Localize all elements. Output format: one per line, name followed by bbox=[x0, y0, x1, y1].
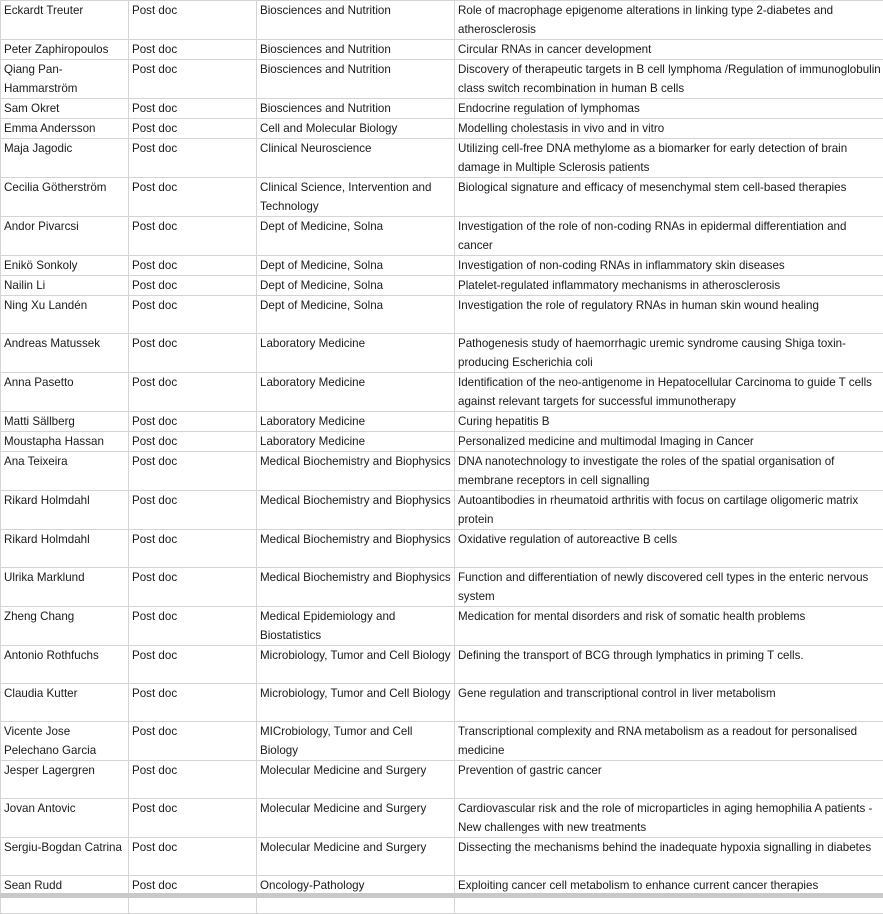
name-cell[interactable]: Enikö Sonkoly bbox=[1, 256, 129, 276]
table-row bbox=[1, 296, 883, 334]
department-cell[interactable]: Oncology-Pathology bbox=[257, 876, 455, 914]
project-cell[interactable]: Role of macrophage epigenome alterations in linking type 2-diabetes and atherosclerosis bbox=[455, 1, 883, 40]
project-cell[interactable]: Identification of the neo-antigenome in Hepatocellular Carcinoma to guide T cells against relevant targets for successful immunotherapy bbox=[455, 373, 883, 412]
department-cell[interactable]: Molecular Medicine and Surgery bbox=[257, 838, 455, 876]
name-cell[interactable]: Moustapha Hassan bbox=[1, 432, 129, 452]
table-row bbox=[1, 838, 883, 876]
department-cell[interactable]: Biosciences and Nutrition bbox=[257, 40, 455, 60]
name-cell[interactable]: Rikard Holmdahl bbox=[1, 491, 129, 530]
table-row bbox=[1, 334, 883, 373]
name-cell[interactable]: Andor Pivarcsi bbox=[1, 217, 129, 256]
name-cell[interactable]: Maja Jagodic bbox=[1, 139, 129, 178]
department-cell[interactable]: Dept of Medicine, Solna bbox=[257, 276, 455, 296]
table-row bbox=[1, 491, 883, 530]
position-cell[interactable]: Post doc bbox=[129, 646, 257, 684]
name-cell[interactable]: Jesper Lagergren bbox=[1, 761, 129, 799]
position-cell[interactable]: Post doc bbox=[129, 60, 257, 99]
position-cell[interactable]: Post doc bbox=[129, 276, 257, 296]
project-cell[interactable]: Investigation the role of regulatory RNAs in human skin wound healing bbox=[455, 296, 883, 334]
position-cell[interactable]: Post doc bbox=[129, 452, 257, 491]
department-cell[interactable]: Dept of Medicine, Solna bbox=[257, 217, 455, 256]
department-cell[interactable]: Dept of Medicine, Solna bbox=[257, 256, 455, 276]
name-cell[interactable]: Sergiu-Bogdan Catrina bbox=[1, 838, 129, 876]
position-cell[interactable]: Post doc bbox=[129, 217, 257, 256]
table-row bbox=[1, 452, 883, 491]
name-cell[interactable]: Zheng Chang bbox=[1, 607, 129, 646]
name-cell[interactable]: Jovan Antovic bbox=[1, 799, 129, 838]
position-cell[interactable]: Post doc bbox=[129, 432, 257, 452]
name-cell[interactable]: Antonio Rothfuchs bbox=[1, 646, 129, 684]
table-row bbox=[1, 40, 883, 60]
table-row bbox=[1, 60, 883, 99]
table-row bbox=[1, 256, 883, 276]
position-cell[interactable]: Post doc bbox=[129, 838, 257, 876]
table-row bbox=[1, 722, 883, 761]
table-row bbox=[1, 1, 883, 40]
name-cell[interactable]: Ana Teixeira bbox=[1, 452, 129, 491]
project-cell[interactable]: Medication for mental disorders and risk of somatic health problems bbox=[455, 607, 883, 646]
project-cell[interactable]: Cardiovascular risk and the role of microparticles in aging hemophilia A patients - New challenges with new treatments bbox=[455, 799, 883, 838]
department-cell[interactable]: Microbiology, Tumor and Cell Biology bbox=[257, 646, 455, 684]
project-cell[interactable]: Function and differentiation of newly discovered cell types in the enteric nervous system bbox=[455, 568, 883, 607]
position-cell[interactable]: Post doc bbox=[129, 119, 257, 139]
department-cell[interactable]: Clinical Neuroscience bbox=[257, 139, 455, 178]
project-cell[interactable]: Investigation of non-coding RNAs in inflammatory skin diseases bbox=[455, 256, 883, 276]
table-row bbox=[1, 799, 883, 838]
table-row bbox=[1, 276, 883, 296]
department-cell[interactable]: Microbiology, Tumor and Cell Biology bbox=[257, 684, 455, 722]
project-cell[interactable]: Defining the transport of BCG through lymphatics in priming T cells. bbox=[455, 646, 883, 684]
name-cell[interactable]: Sean Rudd bbox=[1, 876, 129, 914]
table-row bbox=[1, 412, 883, 432]
position-cell[interactable]: Post doc bbox=[129, 568, 257, 607]
name-cell[interactable]: Ning Xu Landén bbox=[1, 296, 129, 334]
position-cell[interactable]: Post doc bbox=[129, 761, 257, 799]
department-cell[interactable]: Medical Biochemistry and Biophysics bbox=[257, 568, 455, 607]
project-cell[interactable]: Circular RNAs in cancer development bbox=[455, 40, 883, 60]
project-cell[interactable]: Utilizing cell-free DNA methylome as a biomarker for early detection of brain damage in Multiple Sclerosis patients bbox=[455, 139, 883, 178]
department-cell[interactable]: MICrobiology, Tumor and Cell Biology bbox=[257, 722, 455, 761]
department-cell[interactable]: Molecular Medicine and Surgery bbox=[257, 799, 455, 838]
department-cell[interactable]: Medical Epidemiology and Biostatistics bbox=[257, 607, 455, 646]
department-cell[interactable]: Medical Biochemistry and Biophysics bbox=[257, 452, 455, 491]
position-cell[interactable]: Post doc bbox=[129, 876, 257, 914]
name-cell[interactable]: Eckardt Treuter bbox=[1, 1, 129, 40]
table-row bbox=[1, 646, 883, 684]
position-cell[interactable]: Post doc bbox=[129, 799, 257, 838]
position-cell[interactable]: Post doc bbox=[129, 256, 257, 276]
department-cell[interactable]: Medical Biochemistry and Biophysics bbox=[257, 491, 455, 530]
department-cell[interactable]: Biosciences and Nutrition bbox=[257, 60, 455, 99]
project-cell[interactable]: Gene regulation and transcriptional control in liver metabolism bbox=[455, 684, 883, 722]
project-cell[interactable]: Curing hepatitis B bbox=[455, 412, 883, 432]
position-cell[interactable]: Post doc bbox=[129, 530, 257, 568]
name-cell[interactable]: Emma Andersson bbox=[1, 119, 129, 139]
table-row bbox=[1, 761, 883, 799]
project-cell[interactable]: Modelling cholestasis in vivo and in vitro bbox=[455, 119, 883, 139]
project-cell[interactable]: Exploiting cancer cell metabolism to enhance current cancer therapies bbox=[455, 876, 883, 914]
table-row bbox=[1, 178, 883, 217]
name-cell[interactable]: Sam Okret bbox=[1, 99, 129, 119]
project-cell[interactable]: Transcriptional complexity and RNA metabolism as a readout for personalised medicine bbox=[455, 722, 883, 761]
department-cell[interactable]: Medical Biochemistry and Biophysics bbox=[257, 530, 455, 568]
table-row bbox=[1, 432, 883, 452]
name-cell[interactable]: Vicente Jose Pelechano Garcia bbox=[1, 722, 129, 761]
table-row bbox=[1, 530, 883, 568]
department-cell[interactable]: Biosciences and Nutrition bbox=[257, 1, 455, 40]
position-cell[interactable]: Post doc bbox=[129, 373, 257, 412]
name-cell[interactable]: Qiang Pan-Hammarström bbox=[1, 60, 129, 99]
table-row bbox=[1, 373, 883, 412]
name-cell[interactable]: Andreas Matussek bbox=[1, 334, 129, 373]
position-cell[interactable]: Post doc bbox=[129, 607, 257, 646]
project-cell[interactable]: Dissecting the mechanisms behind the inadequate hypoxia signalling in diabetes bbox=[455, 838, 883, 876]
project-cell[interactable]: DNA nanotechnology to investigate the roles of the spatial organisation of membrane receptors in cell signalling bbox=[455, 452, 883, 491]
name-cell[interactable]: Matti Sällberg bbox=[1, 412, 129, 432]
position-cell[interactable]: Post doc bbox=[129, 296, 257, 334]
position-cell[interactable]: Post doc bbox=[129, 178, 257, 217]
name-cell[interactable]: Rikard Holmdahl bbox=[1, 530, 129, 568]
project-cell[interactable]: Endocrine regulation of lymphomas bbox=[455, 99, 883, 119]
position-cell[interactable]: Post doc bbox=[129, 684, 257, 722]
horizontal-scrollbar[interactable] bbox=[0, 893, 883, 898]
project-cell[interactable]: Pathogenesis study of haemorrhagic uremic syndrome causing Shiga toxin-producing Escherichia coli bbox=[455, 334, 883, 373]
table-row bbox=[1, 139, 883, 178]
name-cell[interactable]: Peter Zaphiropoulos bbox=[1, 40, 129, 60]
project-cell[interactable]: Platelet-regulated inflammatory mechanisms in atherosclerosis bbox=[455, 276, 883, 296]
position-cell[interactable]: Post doc bbox=[129, 1, 257, 40]
project-cell[interactable]: Oxidative regulation of autoreactive B cells bbox=[455, 530, 883, 568]
name-cell[interactable]: Ulrika Marklund bbox=[1, 568, 129, 607]
project-cell[interactable]: Prevention of gastric cancer bbox=[455, 761, 883, 799]
department-cell[interactable]: Clinical Science, Intervention and Technology bbox=[257, 178, 455, 217]
table-row bbox=[1, 99, 883, 119]
project-cell[interactable]: Personalized medicine and multimodal Imaging in Cancer bbox=[455, 432, 883, 452]
table-row bbox=[1, 607, 883, 646]
position-cell[interactable]: Post doc bbox=[129, 722, 257, 761]
department-cell[interactable]: Laboratory Medicine bbox=[257, 412, 455, 432]
position-cell[interactable]: Post doc bbox=[129, 99, 257, 119]
table-row bbox=[1, 684, 883, 722]
spreadsheet-body bbox=[1, 1, 883, 914]
project-cell[interactable]: Biological signature and efficacy of mesenchymal stem cell-based therapies bbox=[455, 178, 883, 217]
table-row bbox=[1, 568, 883, 607]
position-cell[interactable]: Post doc bbox=[129, 412, 257, 432]
department-cell[interactable]: Laboratory Medicine bbox=[257, 334, 455, 373]
project-cell[interactable]: Autoantibodies in rheumatoid arthritis with focus on cartilage oligomeric matrix protein bbox=[455, 491, 883, 530]
position-cell[interactable]: Post doc bbox=[129, 334, 257, 373]
name-cell[interactable]: Claudia Kutter bbox=[1, 684, 129, 722]
table-row bbox=[1, 119, 883, 139]
position-cell[interactable]: Post doc bbox=[129, 40, 257, 60]
name-cell[interactable]: Anna Pasetto bbox=[1, 373, 129, 412]
department-cell[interactable]: Cell and Molecular Biology bbox=[257, 119, 455, 139]
department-cell[interactable]: Laboratory Medicine bbox=[257, 373, 455, 412]
project-cell[interactable]: Discovery of therapeutic targets in B cell lymphoma /Regulation of immunoglobulin class switch recombination in human B cells bbox=[455, 60, 883, 99]
table-row bbox=[1, 217, 883, 256]
department-cell[interactable]: Laboratory Medicine bbox=[257, 432, 455, 452]
project-cell[interactable]: Investigation of the role of non-coding RNAs in epidermal differentiation and cancer bbox=[455, 217, 883, 256]
department-cell[interactable]: Biosciences and Nutrition bbox=[257, 99, 455, 119]
position-cell[interactable]: Post doc bbox=[129, 139, 257, 178]
name-cell[interactable]: Cecilia Götherström bbox=[1, 178, 129, 217]
department-cell[interactable]: Dept of Medicine, Solna bbox=[257, 296, 455, 334]
name-cell[interactable]: Nailin Li bbox=[1, 276, 129, 296]
position-cell[interactable]: Post doc bbox=[129, 491, 257, 530]
department-cell[interactable]: Molecular Medicine and Surgery bbox=[257, 761, 455, 799]
